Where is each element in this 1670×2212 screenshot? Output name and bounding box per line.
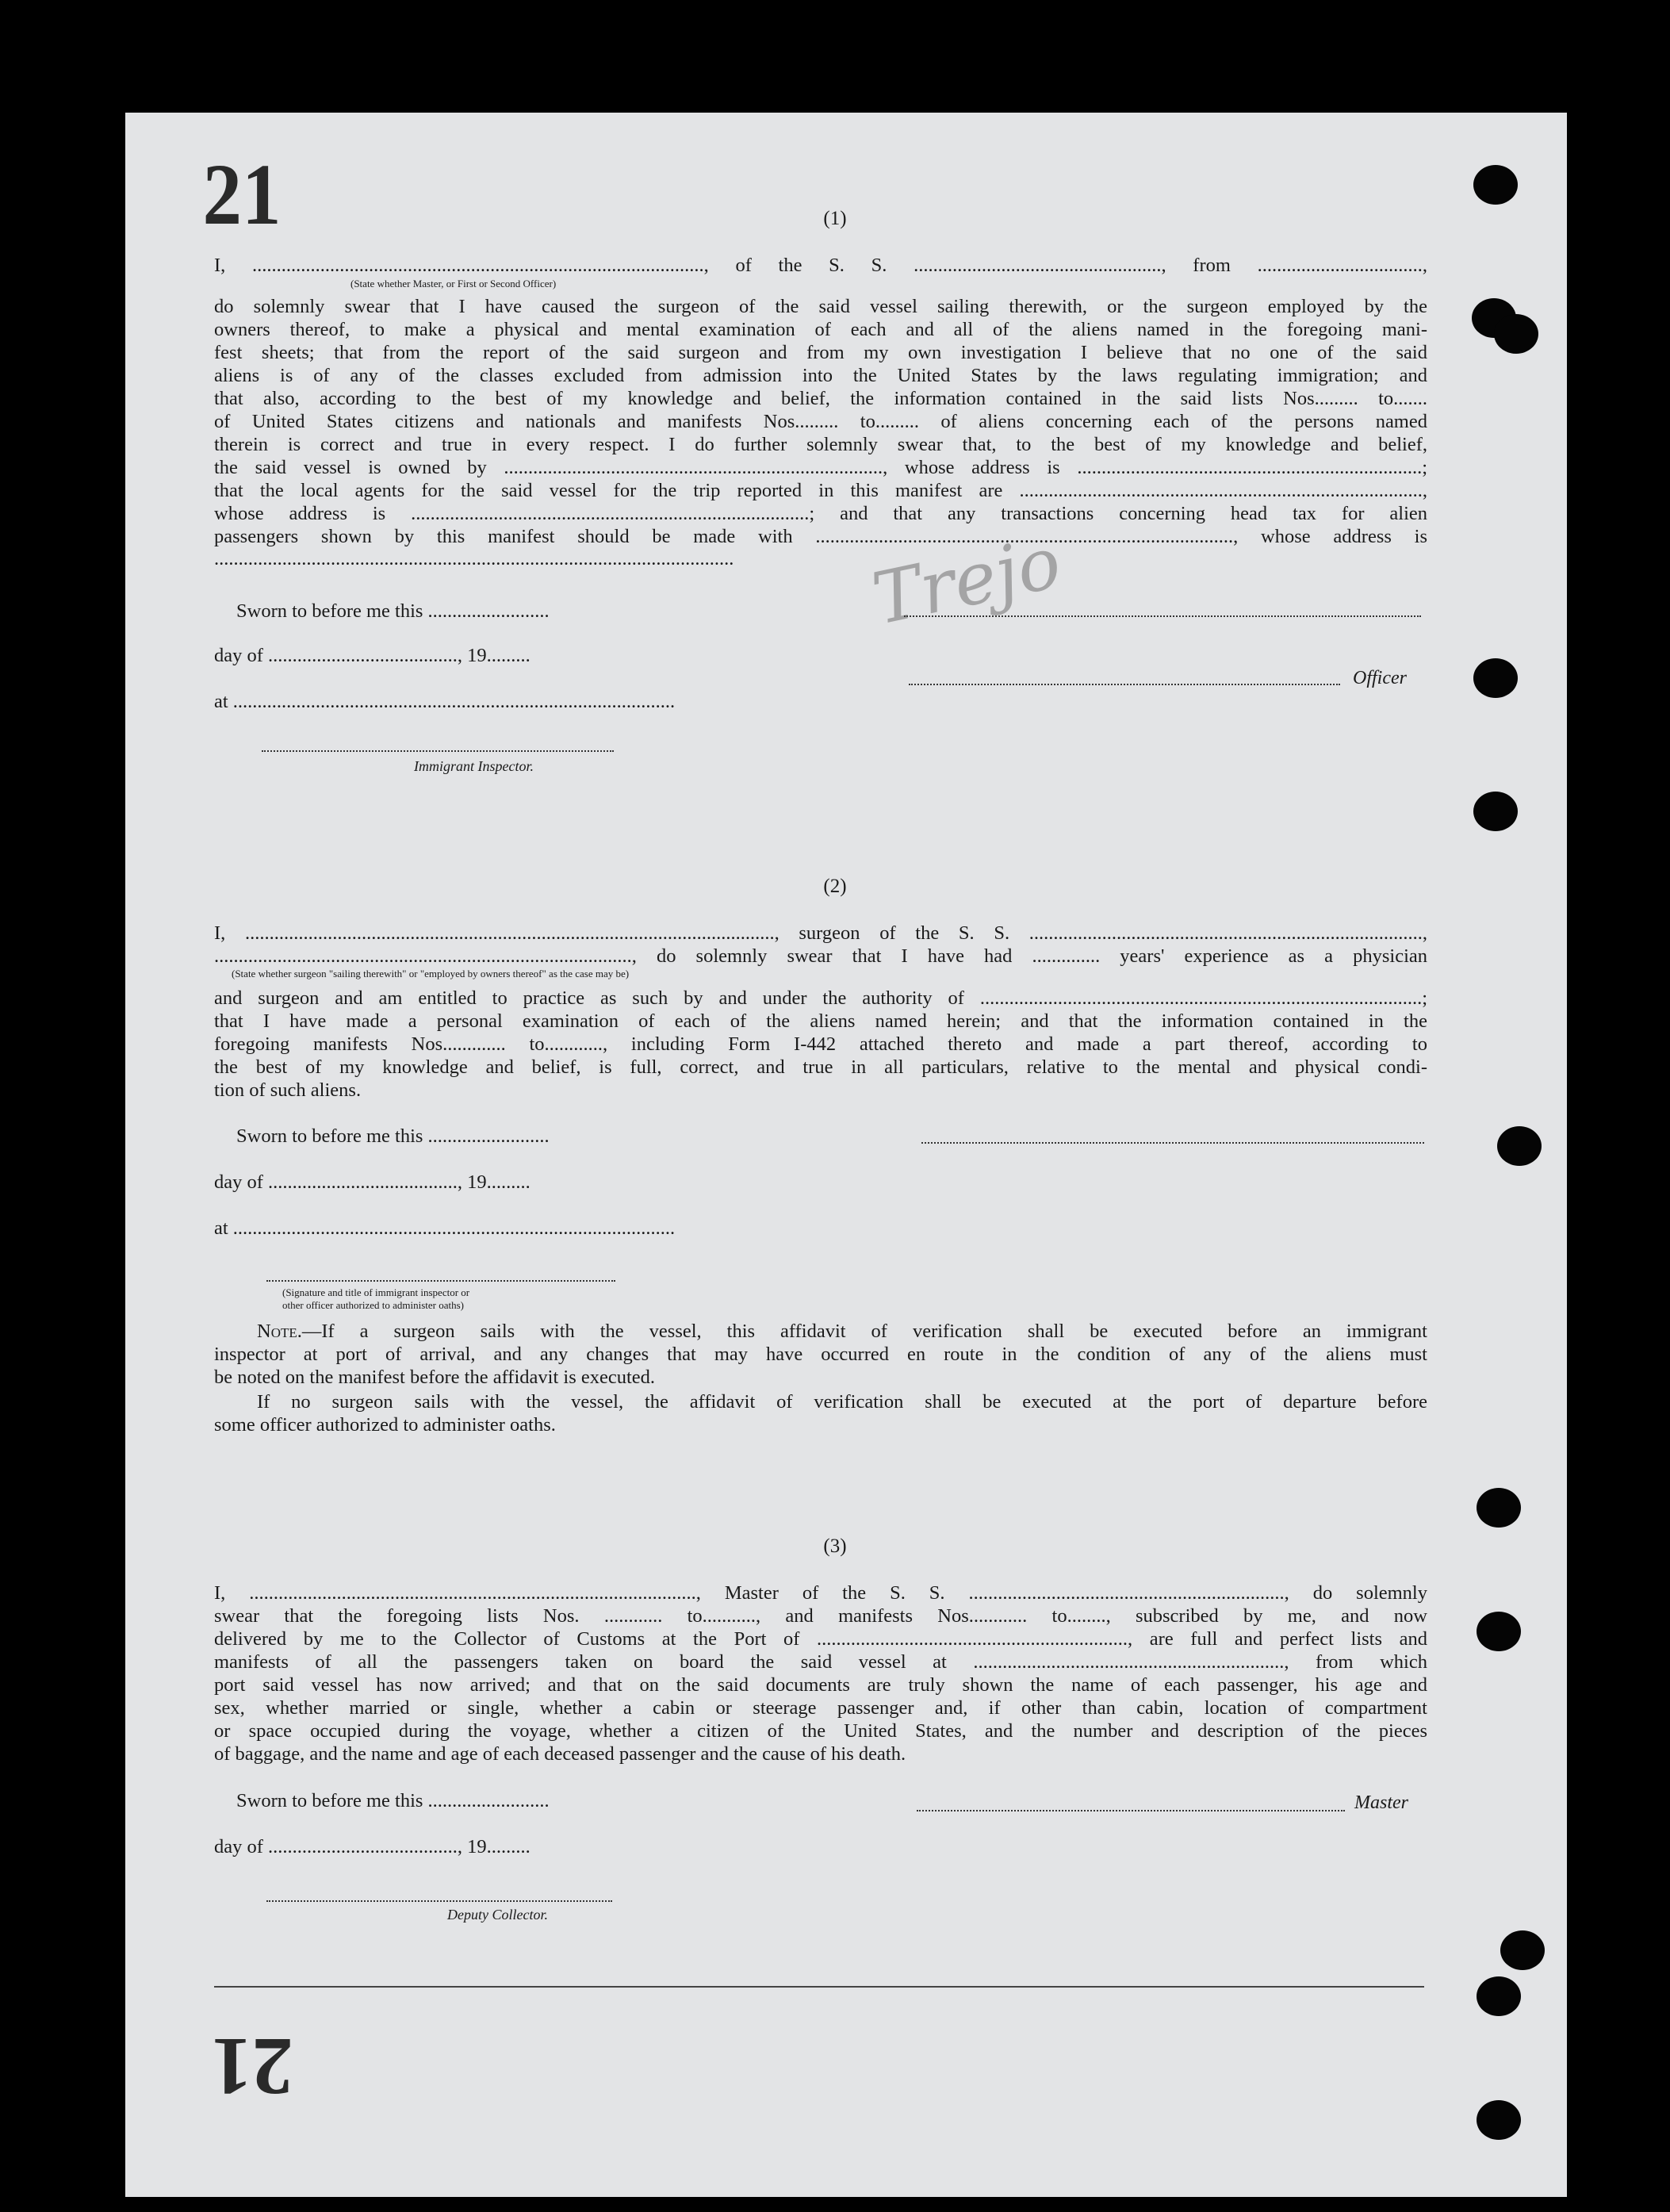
sworn-line-2: Sworn to before me this ......................... <box>236 1125 550 1147</box>
punch-hole <box>1494 314 1538 354</box>
master-signature-line <box>917 1810 1345 1811</box>
section-1-line: I, ............................................................................................., of the S. S. ..................................................., from .................................., <box>214 255 1427 276</box>
page-number-top: 21 <box>202 146 282 243</box>
inspector-signature-line <box>262 750 614 752</box>
inspector-label: Immigrant Inspector. <box>414 758 534 774</box>
master-label: Master <box>1354 1792 1408 1813</box>
section-1-line: of United States citizens and nationals and manifests Nos......... to......... of aliens concerning each of the persons named <box>214 411 1427 432</box>
section-1-line: do solemnly swear that I have caused the surgeon of the said vessel sailing therewith, or the surgeon employed by the <box>214 296 1427 317</box>
punch-hole <box>1477 1612 1521 1651</box>
section-3-line: delivered by me to the Collector of Customs at the Port of ................................................................, are full and perfect lists and <box>214 1628 1427 1650</box>
section-2-line: tion of such aliens. <box>214 1079 362 1101</box>
section-2-line: ......................................................................................, do solemnly swear that I have had .............. years' experience as a physician <box>214 945 1427 967</box>
authority-caption-2: other officer authorized to administer oaths) <box>282 1299 464 1311</box>
day-line-2: day of ......................................., 19......... <box>214 1171 530 1193</box>
section-1-line: aliens is of any of the classes excluded from admission into the United States by the laws regulating immigration; and <box>214 365 1427 386</box>
section-3-number: (3) <box>823 1535 847 1557</box>
sworn-line-1: Sworn to before me this ......................... <box>236 600 550 622</box>
authority-signature-line <box>266 1280 615 1282</box>
section-2-line: and surgeon and am entitled to practice as such by and under the authority of ...........................................................................................; <box>214 987 1427 1009</box>
note-line: some officer authorized to administer oaths. <box>214 1414 556 1436</box>
section-1-line: whose address is ..................................................................................; and that any transactions concerning head tax for alien <box>214 503 1427 524</box>
note-label: Note. <box>257 1321 302 1342</box>
section-3-line: I, ............................................................................................, Master of the S. S. ................................................................., do solemnly <box>214 1582 1427 1604</box>
officer-label: Officer <box>1353 668 1407 688</box>
officer-signature-line-2 <box>909 684 1340 685</box>
collector-label: Deputy Collector. <box>447 1907 548 1923</box>
at-line-1: at ........................................................................................... <box>214 691 676 712</box>
punch-hole <box>1497 1126 1542 1166</box>
punch-hole <box>1477 1488 1521 1528</box>
bottom-rule <box>214 1986 1424 1988</box>
section-2-line: that I have made a personal examination of each of the aliens named herein; and that the information contained in the <box>214 1010 1427 1032</box>
section-3-line: or space occupied during the voyage, whether a citizen of the United States, and the number and description of the pieces <box>214 1720 1427 1742</box>
note-line: If no surgeon sails with the vessel, the affidavit of verification shall be executed at the port of departure before <box>257 1391 1427 1413</box>
section-2-line: the best of my knowledge and belief, is full, correct, and true in all particulars, relative to the mental and physical condi- <box>214 1056 1427 1078</box>
section-1-line: fest sheets; that from the report of the said surgeon and from my own investigation I believe that no one of the said <box>214 342 1427 363</box>
section-3-line: sex, whether married or single, whether a cabin or steerage passenger and, if other than cabin, location of compartment <box>214 1697 1427 1719</box>
punch-hole <box>1477 2100 1521 2140</box>
section-1-line: that the local agents for the said vessel for the trip reported in this manifest are ..................................................................................., <box>214 480 1427 501</box>
page-number-bottom: 21 <box>211 2021 293 2112</box>
section-2-line: foregoing manifests Nos............. to............, including Form I-442 attached thereto and made a part thereof, according to <box>214 1033 1427 1055</box>
punch-hole <box>1473 165 1518 205</box>
note-line <box>257 1320 1427 1343</box>
punch-hole <box>1473 792 1518 831</box>
punch-hole <box>1473 658 1518 698</box>
section-2-caption: (State whether surgeon "sailing therewith" or "employed by owners thereof" as the case may be) <box>232 968 630 979</box>
punch-hole <box>1500 1930 1545 1970</box>
sworn-line-3: Sworn to before me this ......................... <box>236 1790 550 1811</box>
section-3-line: of baggage, and the name and age of each deceased passenger and the cause of his death. <box>214 1743 906 1765</box>
section-1-line: therein is correct and true in every respect. I do further solemnly swear that, to the best of my knowledge and belief, <box>214 434 1427 455</box>
surgeon-signature-line <box>921 1142 1424 1144</box>
handwritten-signature: Trejo <box>865 520 1068 642</box>
punch-hole <box>1477 1976 1521 2016</box>
day-line-1: day of ......................................., 19......... <box>214 645 530 666</box>
section-3-line: port said vessel has now arrived; and that on the said documents are truly shown the name of each passenger, his age and <box>214 1674 1427 1696</box>
section-2-number: (2) <box>823 876 847 897</box>
section-3-line: swear that the foregoing lists Nos. ............ to..........., and manifests Nos............ to........, subscribed by me, and now <box>214 1605 1427 1627</box>
section-1-line: owners thereof, to make a physical and mental examination of each and all of the aliens named in the foregoing mani- <box>214 319 1427 340</box>
section-1-line: that also, according to the best of my knowledge and belief, the information contained in the said lists Nos......... to....... <box>214 388 1427 409</box>
section-1-number: (1) <box>823 208 847 229</box>
section-1-caption: (State whether Master, or First or Second Officer) <box>350 278 557 289</box>
day-line-3: day of ......................................., 19......... <box>214 1836 530 1857</box>
note-line: inspector at port of arrival, and any changes that may have occurred en route in the condition of any of the aliens must <box>214 1344 1427 1365</box>
at-line-2: at ........................................................................................... <box>214 1217 676 1239</box>
note-text: —If a surgeon sails with the vessel, this affidavit of verification shall be executed before an immigrant <box>301 1321 1427 1342</box>
section-2-line: I, ............................................................................................................., surgeon of the S. S. ................................................................................., <box>214 922 1427 944</box>
section-1-line: the said vessel is owned by .............................................................................., whose address is .......................................................................; <box>214 457 1427 478</box>
note-line: be noted on the manifest before the affidavit is executed. <box>214 1367 656 1388</box>
section-3-line: manifests of all the passengers taken on board the said vessel at ................................................................, from which <box>214 1651 1427 1673</box>
officer-signature-line-1 <box>904 615 1421 617</box>
section-1-line: passengers shown by this manifest should be made with ......................................................................................, whose address is <box>214 526 1427 547</box>
collector-signature-line <box>266 1900 612 1902</box>
authority-caption-1: (Signature and title of immigrant inspector or <box>282 1286 470 1298</box>
section-1-line: ........................................................................................................... <box>214 548 734 569</box>
